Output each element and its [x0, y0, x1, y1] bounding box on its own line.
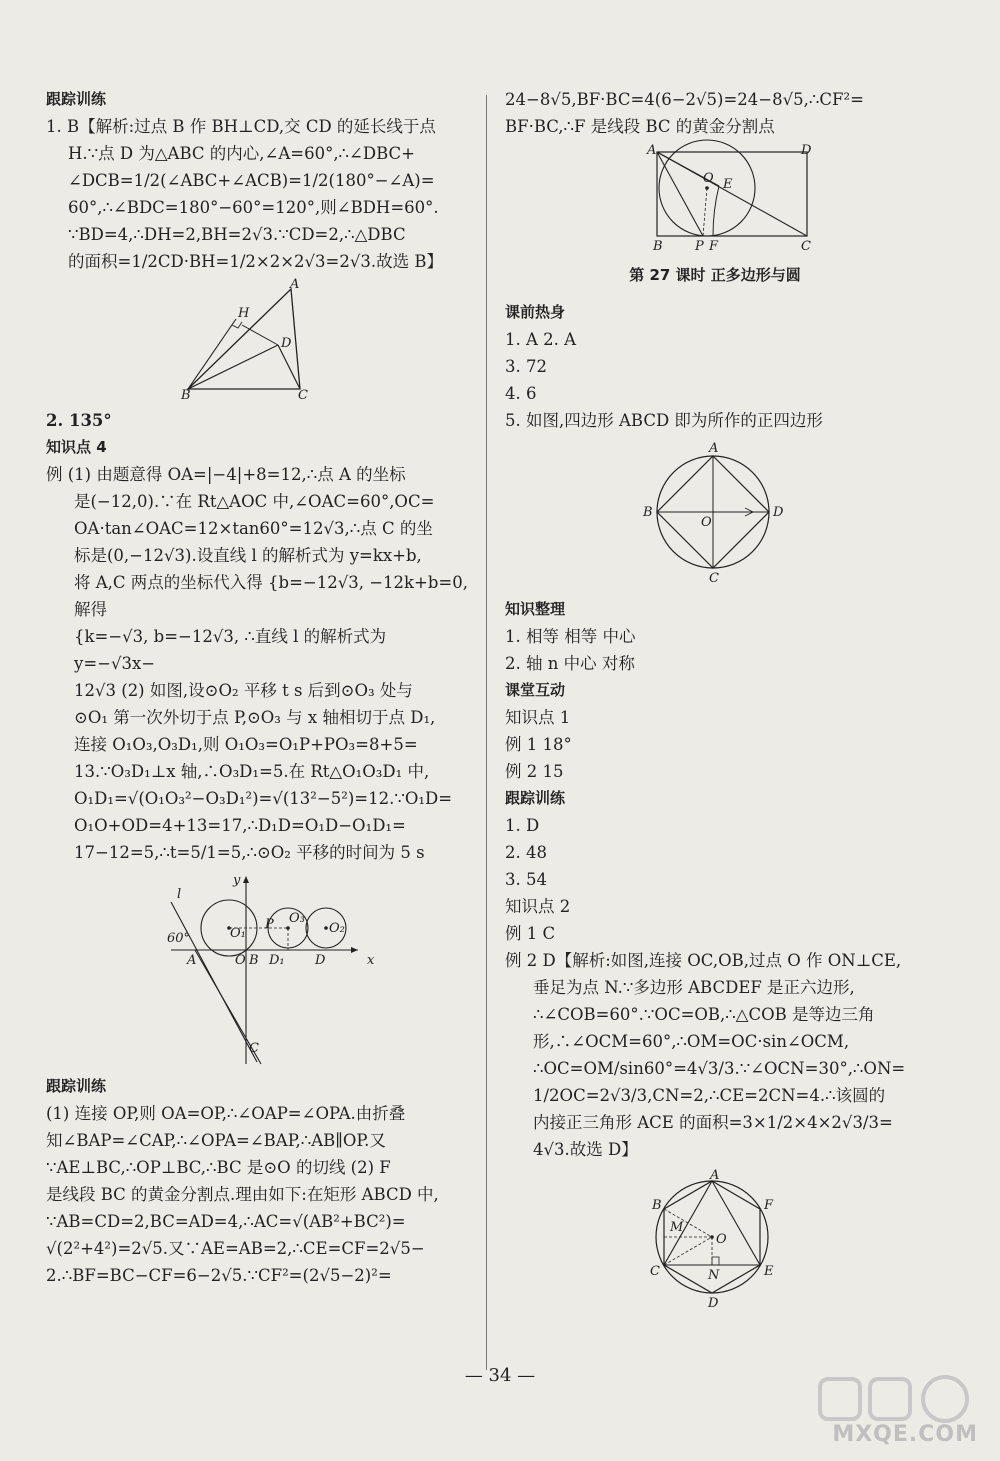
svg-text:M: M	[670, 1220, 684, 1235]
svg-text:O: O	[701, 515, 712, 530]
column-divider	[486, 95, 487, 1370]
knowledge-point-1: 知识点 1	[505, 708, 571, 727]
svg-text:B: B	[181, 388, 191, 403]
svg-text:D: D	[801, 143, 812, 158]
watermark-text: MXQE.COM	[832, 1422, 978, 1447]
svg-text:O: O	[235, 953, 246, 968]
svg-text:P: P	[265, 917, 274, 932]
svg-text:F: F	[764, 1198, 774, 1213]
rectangle-circle-figure	[615, 143, 815, 256]
example-2-line: 1/2OC=2√3/3,CN=2,∴CE=2CN=4.∴该圆的	[533, 1086, 886, 1105]
svg-text:C: C	[650, 1264, 660, 1279]
svg-text:O₂: O₂	[329, 921, 345, 936]
example-line: 17−12=5,∴t=5/1=5,∴⊙O₂ 平移的时间为 5 s	[74, 843, 425, 862]
warmup-answer: 1. A 2. A	[505, 330, 577, 349]
example-line: O₁O+OD=4+13=17,∴D₁D=O₁D−O₁D₁=	[74, 816, 406, 835]
track-line: ∵AB=CD=2,BC=AD=4,∴AC=√(AB²+BC²)=	[46, 1212, 406, 1231]
svg-text:A: A	[290, 277, 300, 292]
example-2-answer: 例 2 15	[505, 762, 564, 781]
example-line: O₁D₁=√(O₁O₃²−O₃D₁²)=√(13²−5²)=12.∵O₁D=	[74, 789, 453, 808]
svg-text:A: A	[709, 441, 719, 456]
svg-text:D: D	[773, 505, 784, 520]
q1-line: 的面积=1/2CD·BH=1/2×2×2√3=2√3.故选 B】	[68, 252, 443, 271]
warmup-answer: 5. 如图,四边形 ABCD 即为所作的正四边形	[505, 411, 823, 430]
svg-text:P: P	[695, 239, 704, 254]
svg-text:C: C	[801, 239, 811, 254]
right-column	[505, 86, 925, 1315]
lesson-title: 第 27 课时 正多边形与圆	[629, 266, 801, 284]
svg-text:C: C	[709, 571, 719, 586]
sorting-answer: 1. 相等 相等 中心	[505, 627, 636, 646]
svg-text:H: H	[238, 306, 250, 321]
svg-text:B: B	[249, 953, 259, 968]
left-column	[46, 86, 470, 1289]
track-line: 是线段 BC 的黄金分割点.理由如下:在矩形 ABCD 中,	[46, 1185, 439, 1204]
svg-text:B: B	[643, 505, 653, 520]
svg-text:A: A	[647, 143, 657, 158]
svg-text:N: N	[708, 1268, 720, 1283]
track-line: ∵AE⊥BC,∴OP⊥BC,∴BC 是⊙O 的切线 (2) F	[46, 1158, 391, 1177]
triangle-figure	[178, 277, 338, 403]
track-line: √(2²+4²)=2√5.又∵AE=AB=2,∴CE=CF=2√5−	[46, 1239, 425, 1258]
heading-track-1: 跟踪训练	[46, 90, 107, 108]
example-2-line: ∴OC=OM/sin60°=4√3/3.∵∠OCN=30°,∴ON=	[533, 1059, 906, 1078]
example-line: 是(−12,0).∵在 Rt△AOC 中,∠OAC=60°,OC=	[74, 492, 435, 511]
example-line: 13.∵O₃D₁⊥x 轴,∴O₃D₁=5.在 Rt△O₁O₃D₁ 中,	[74, 762, 430, 781]
svg-text:O₃: O₃	[289, 911, 305, 926]
example-line: 标是(0,−12√3).设直线 l 的解析式为 y=kx+b,	[74, 546, 422, 565]
q1-line: H.∵点 D 为△ABC 的内心,∠A=60°,∴∠DBC+	[68, 144, 415, 163]
q1-line: 1. B【解析:过点 B 作 BH⊥CD,交 CD 的延长线于点	[46, 117, 436, 136]
example-line: 例 (1) 由题意得 OA=|−4|+8=12,∴点 A 的坐标	[46, 465, 406, 484]
q2-answer: 2. 135°	[46, 411, 112, 430]
q1-line: 60°,∴∠BDC=180°−60°=120°,则∠BDH=60°.	[68, 198, 439, 217]
track-answer: 3. 54	[505, 870, 547, 889]
circles-coordinate-figure	[143, 872, 373, 1067]
example-line: ⊙O₁ 第一次外切于点 P,⊙O₃ 与 x 轴相切于点 D₁,	[74, 708, 436, 727]
example-line: 连接 O₁O₃,O₃D₁,则 O₁O₃=O₁P+PO₃=8+5=	[74, 735, 418, 754]
heading-track-2: 跟踪训练	[46, 1077, 107, 1095]
svg-text:A: A	[710, 1168, 720, 1183]
svg-text:C: C	[298, 388, 308, 403]
track-answer: 2. 48	[505, 843, 547, 862]
heading-class-interaction: 课堂互动	[505, 681, 566, 699]
continuation-line: BF·BC,∴F 是线段 BC 的黄金分割点	[505, 117, 775, 136]
warmup-answer: 3. 72	[505, 357, 547, 376]
svg-text:y: y	[233, 873, 241, 888]
sorting-answer: 2. 轴 n 中心 对称	[505, 654, 635, 673]
example-2-line: 垂足为点 N.∵多边形 ABCDEF 是正六边形,	[533, 978, 855, 997]
svg-text:D: D	[281, 336, 292, 351]
example-line: OA·tan∠OAC=12×tan60°=12√3,∴点 C 的坐	[74, 519, 433, 538]
hexagon-in-circle-figure	[640, 1169, 790, 1309]
svg-text:D: D	[315, 953, 326, 968]
q1-line: ∠DCB=1/2(∠ABC+∠ACB)=1/2(180°−∠A)=	[68, 171, 435, 190]
example-line: 将 A,C 两点的坐标代入得 {b=−12√3, −12k+b=0, 解得	[74, 573, 469, 619]
svg-text:60°: 60°	[167, 931, 191, 946]
heading-warmup: 课前热身	[505, 303, 566, 321]
svg-text:O: O	[703, 171, 714, 186]
example-1-answer: 例 1 18°	[505, 735, 572, 754]
svg-text:B: B	[652, 1198, 662, 1213]
svg-text:D: D	[708, 1296, 719, 1311]
track-line: (1) 连接 OP,则 OA=OP,∴∠OAP=∠OPA.由折叠	[46, 1104, 406, 1123]
square-in-circle-figure	[635, 440, 795, 590]
heading-track: 跟踪训练	[505, 789, 566, 807]
svg-text:x: x	[367, 953, 375, 968]
svg-text:l: l	[177, 887, 182, 902]
q1-line: ∵BD=4,∴DH=2,BH=2√3.∵CD=2,∴△DBC	[68, 225, 406, 244]
svg-text:E: E	[764, 1264, 774, 1279]
example-line: 12√3 (2) 如图,设⊙O₂ 平移 t s 后到⊙O₃ 处与	[74, 681, 413, 700]
page-number: — 34 —	[464, 1365, 536, 1386]
example-1-answer: 例 1 C	[505, 924, 556, 943]
heading-kp4: 知识点 4	[46, 438, 107, 456]
heading-knowledge-sorting: 知识整理	[505, 600, 566, 618]
svg-text:O: O	[716, 1232, 727, 1247]
example-2-line: 内接正三角形 ACE 的面积=3×1/2×4×2√3/3=	[533, 1113, 893, 1132]
track-line: 2.∴BF=BC−CF=6−2√5.∵CF²=(2√5−2)²=	[46, 1266, 392, 1285]
example-2-line: ∴∠COB=60°.∵OC=OB,∴△COB 是等边三角	[533, 1005, 875, 1024]
track-line: 知∠BAP=∠CAP,∴∠OPA=∠BAP,∴AB∥OP.又	[46, 1131, 386, 1150]
svg-text:F: F	[709, 239, 719, 254]
knowledge-point-2: 知识点 2	[505, 897, 571, 916]
warmup-answer: 4. 6	[505, 384, 537, 403]
svg-text:C: C	[249, 1041, 259, 1056]
track-answer: 1. D	[505, 816, 540, 835]
svg-text:D₁: D₁	[269, 953, 285, 968]
example-2-line: 例 2 D【解析:如图,连接 OC,OB,过点 O 作 ON⊥CE,	[505, 951, 902, 970]
svg-text:O₁: O₁	[230, 926, 246, 941]
svg-text:B: B	[653, 239, 663, 254]
example-2-line: 4√3.故选 D】	[533, 1140, 638, 1159]
example-line: {k=−√3, b=−12√3, ∴直线 l 的解析式为 y=−√3x−	[74, 627, 387, 673]
svg-text:E: E	[723, 177, 733, 192]
continuation-line: 24−8√5,BF·BC=4(6−2√5)=24−8√5,∴CF²=	[505, 90, 864, 109]
example-2-line: 形,∴∠OCM=60°,∴OM=OC·sin∠OCM,	[533, 1032, 850, 1051]
svg-text:A: A	[187, 953, 197, 968]
